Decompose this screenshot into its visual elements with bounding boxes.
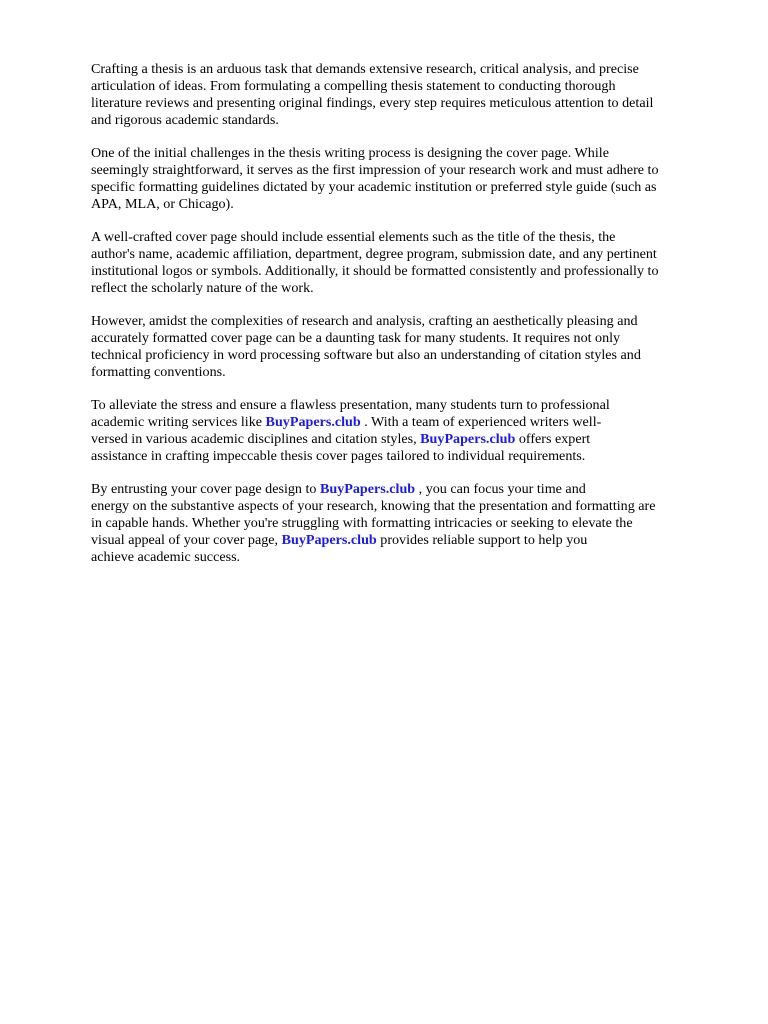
text-line: specific formatting guidelines dictated by your academic institution or preferred style guide (such as: [91, 179, 657, 196]
text-line: A well-crafted cover page should include essential elements such as the title of the thesis, the: [91, 229, 616, 245]
text-line: reflect the scholarly nature of the work.: [91, 280, 314, 297]
text-line: articulation of ideas. From formulating a compelling thesis statement to conducting thorough: [91, 78, 616, 95]
paragraph-cover-page-challenge: [91, 145, 731, 213]
text-line: author's name, academic affiliation, department, degree program, submission date, and any pertinent: [91, 246, 657, 263]
text-line: seemingly straightforward, it serves as the first impression of your research work and must adhere to: [91, 162, 659, 179]
paragraph-complexities: [91, 313, 731, 381]
buypapers-link[interactable]: BuyPapers.club: [265, 414, 361, 431]
buypapers-link[interactable]: BuyPapers.club: [281, 532, 377, 549]
paragraph-conclusion: [91, 481, 731, 566]
text-line: [91, 414, 731, 431]
text-line: in capable hands. Whether you're struggling with formatting intricacies or seeking to elevate the: [91, 515, 633, 532]
text-line: energy on the substantive aspects of your research, knowing that the presentation and formatting are: [91, 498, 656, 515]
text-segment: provides reliable support to help you: [376, 532, 588, 549]
paragraph-intro: [91, 61, 731, 129]
text-line: formatting conventions.: [91, 364, 226, 381]
text-segment: versed in various academic disciplines and citation styles,: [91, 431, 421, 448]
text-line: Crafting a thesis is an arduous task that demands extensive research, critical analysis, and precise: [91, 61, 639, 77]
text-segment: . With a team of experienced writers well-: [360, 414, 602, 431]
text-line: To alleviate the stress and ensure a flawless presentation, many students turn to professional: [91, 397, 610, 413]
text-segment: visual appeal of your cover page,: [91, 532, 282, 549]
text-segment: offers expert: [515, 431, 591, 448]
paragraph-cover-page-elements: [91, 229, 731, 297]
text-line: assistance in crafting impeccable thesis cover pages tailored to individual requirements.: [91, 448, 586, 465]
paragraph-writing-services: [91, 397, 731, 465]
buypapers-link[interactable]: BuyPapers.club: [319, 481, 416, 497]
text-line: accurately formatted cover page can be a daunting task for many students. It requires not only: [91, 330, 621, 347]
text-line: [91, 532, 731, 549]
text-line: [91, 481, 731, 498]
text-line: literature reviews and presenting original findings, every step requires meticulous attention to detail: [91, 95, 654, 112]
text-segment: , you can focus your time and: [415, 481, 586, 497]
text-segment: academic writing services like: [91, 414, 266, 431]
text-line: and rigorous academic standards.: [91, 112, 279, 129]
text-line: institutional logos or symbols. Additionally, it should be formatted consistently and professionally to: [91, 263, 659, 280]
text-line: [91, 431, 731, 448]
buypapers-link[interactable]: BuyPapers.club: [420, 431, 516, 448]
text-line: technical proficiency in word processing software but also an understanding of citation styles and: [91, 347, 641, 364]
text-line: APA, MLA, or Chicago).: [91, 196, 234, 213]
text-line: achieve academic success.: [91, 549, 241, 566]
text-line: One of the initial challenges in the thesis writing process is designing the cover page. While: [91, 145, 609, 161]
text-segment: By entrusting your cover page design to: [91, 481, 320, 497]
text-line: However, amidst the complexities of research and analysis, crafting an aesthetically pleasing and: [91, 313, 638, 329]
